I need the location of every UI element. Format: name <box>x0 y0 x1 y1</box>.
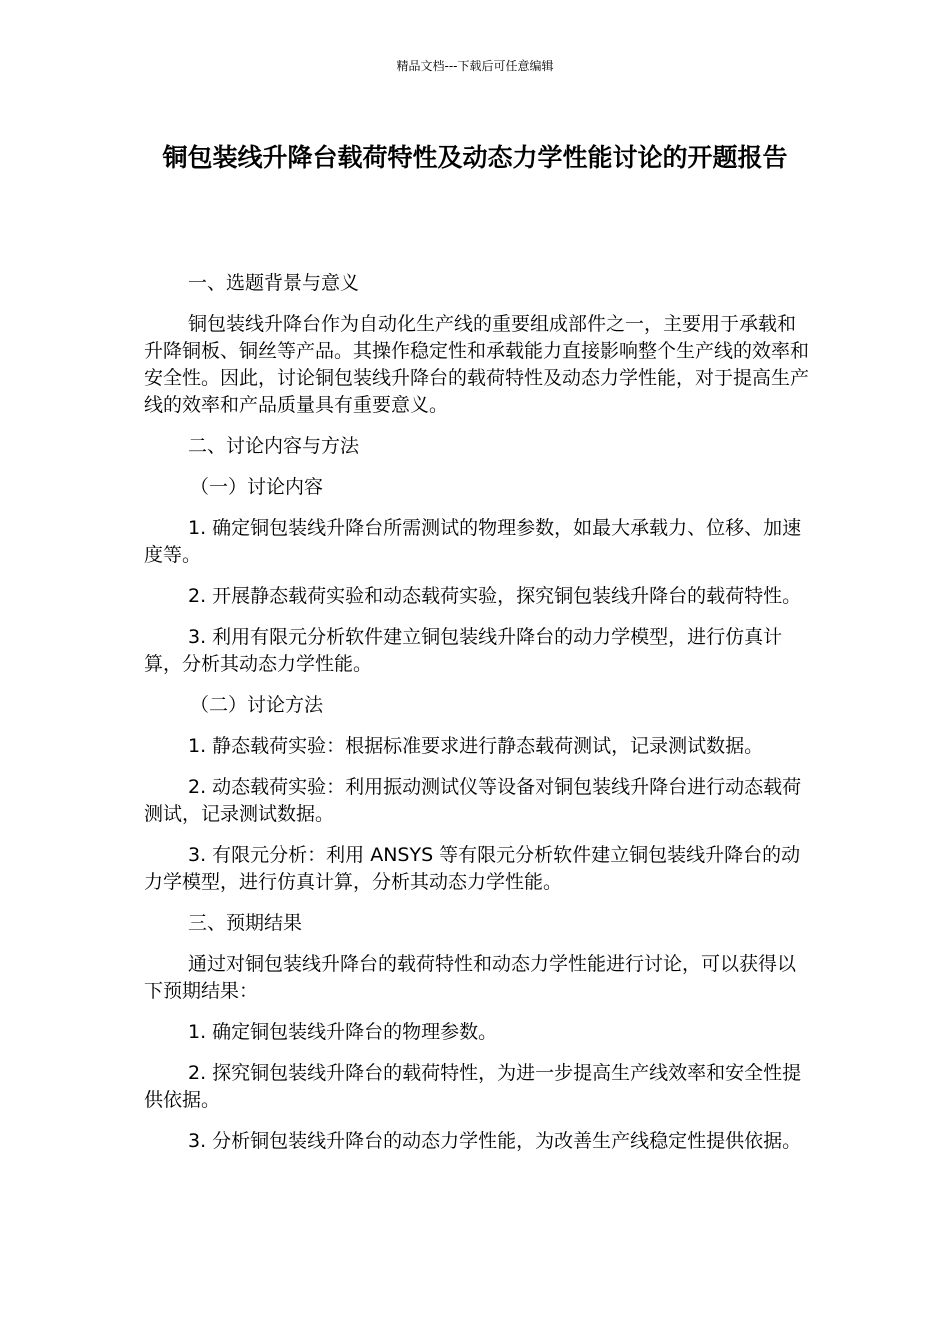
header-note: 精品文档---下载后可任意编辑 <box>396 59 554 73</box>
paragraph-results-intro: 通过对铜包装线升降台的载荷特性和动态力学性能进行讨论，可以获得以下预期结果： <box>144 953 797 1002</box>
content-item-2: 2. 开展静态载荷实验和动态载荷实验，探究铜包装线升降台的载荷特性。 <box>188 585 802 607</box>
method-item-2: 2. 动态载荷实验：利用振动测试仪等设备对铜包装线升降台进行动态载荷测试，记录测试数据。 <box>144 776 802 825</box>
section-heading-results: 三、预期结果 <box>188 912 303 934</box>
document-body <box>144 270 814 1169</box>
section-heading-content-method: 二、讨论内容与方法 <box>188 435 360 457</box>
paragraph-background: 铜包装线升降台作为自动化生产线的重要组成部件之一，主要用于承载和升降铜板、铜丝等产品。其操作稳定性和承载能力直接影响整个生产线的效率和安全性。因此，讨论铜包装线升降台的载荷特性及动态力学性能，对于提高生产线的效率和产品质量具有重要意义。 <box>144 313 810 416</box>
result-item-1: 1. 确定铜包装线升降台的物理参数。 <box>188 1021 498 1043</box>
section-heading-background: 一、选题背景与意义 <box>188 272 360 294</box>
method-item-1: 1. 静态载荷实验：根据标准要求进行静态载荷测试，记录测试数据。 <box>188 735 764 757</box>
subsection-heading-method: （二）讨论方法 <box>190 694 324 716</box>
document-title: 铜包装线升降台载荷特性及动态力学性能讨论的开题报告 <box>162 143 788 172</box>
content-item-1: 1. 确定铜包装线升降台所需测试的物理参数，如最大承载力、位移、加速度等。 <box>144 517 802 566</box>
method-item-3: 3. 有限元分析：利用 ANSYS 等有限元分析软件建立铜包装线升降台的动力学模型，进行仿真计算，分析其动态力学性能。 <box>144 844 801 893</box>
result-item-3: 3. 分析铜包装线升降台的动态力学性能，为改善生产线稳定性提供依据。 <box>188 1130 802 1152</box>
subsection-heading-content: （一）讨论内容 <box>190 476 324 498</box>
content-item-3: 3. 利用有限元分析软件建立铜包装线升降台的动力学模型，进行仿真计算，分析其动态力学性能。 <box>144 626 783 675</box>
result-item-2: 2. 探究铜包装线升降台的载荷特性，为进一步提高生产线效率和安全性提供依据。 <box>144 1062 802 1111</box>
